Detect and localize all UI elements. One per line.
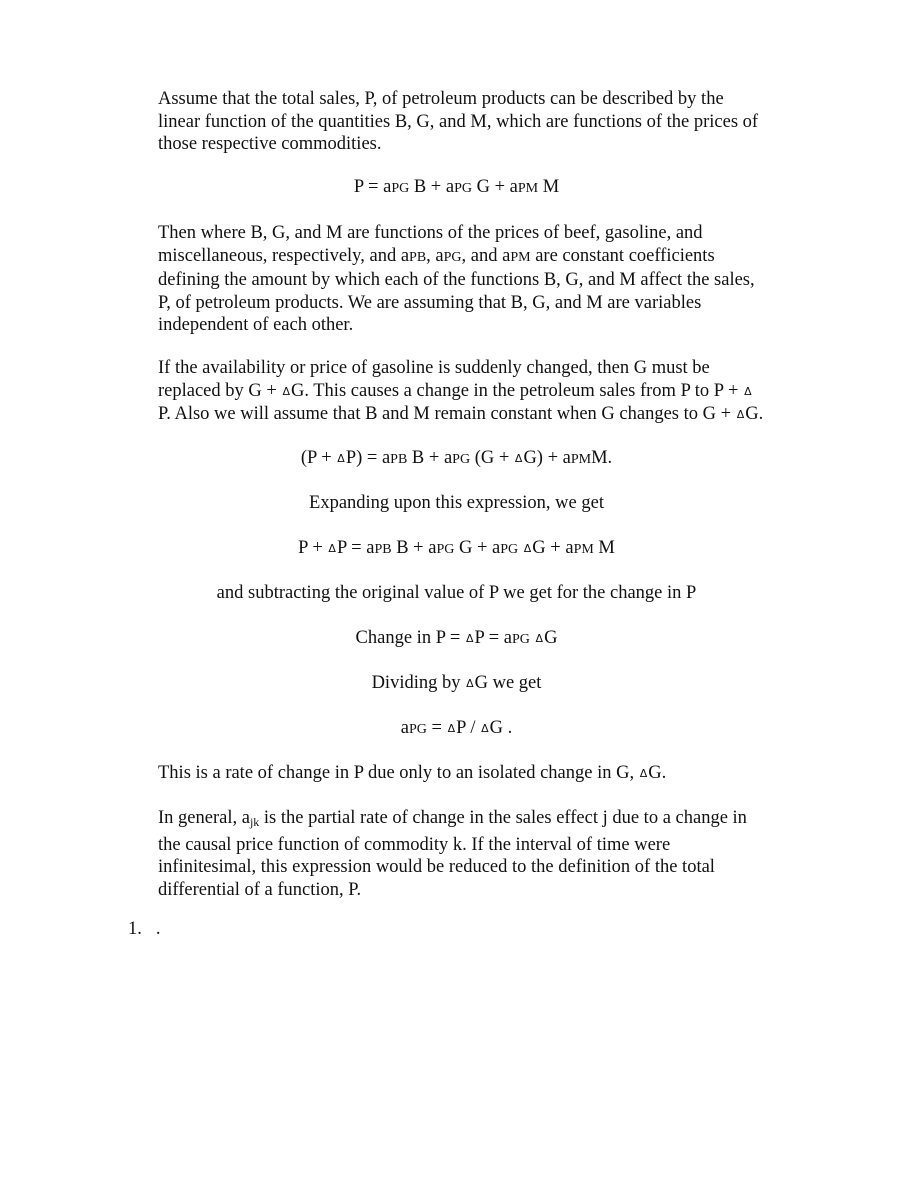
text-line: In general, ajk is the partial rate of change in the sales effect j due to a change in (158, 808, 747, 829)
text-line: miscellaneous, respectively, and aPB, aPG, and aPM are constant coefficients (158, 245, 715, 266)
list-number: 1. (128, 919, 142, 939)
list-item (128, 918, 161, 941)
delta-symbol: Δ (481, 722, 489, 735)
delta-symbol: Δ (514, 452, 523, 465)
delta-symbol: Δ (523, 542, 532, 555)
equation-total-sales: P = aPG B + aPG G + aPM M (353, 177, 560, 197)
text-line: differential of a function, P. (158, 879, 362, 900)
delta-symbol: Δ (282, 384, 290, 398)
equation-change-in-p: Change in P = ΔP = aPG ΔG (355, 628, 558, 648)
list-content: . (155, 919, 161, 939)
text-line: P, of petroleum products. We are assuming that B, G, and M are variables (158, 292, 702, 313)
text-line: the causal price function of commodity k. If the interval of time were (158, 834, 671, 855)
text-line: This is a rate of change in P due only to an isolated change in G, ΔG. (158, 763, 667, 783)
text-line: defining the amount by which each of the functions B, G, and M affect the sales, (158, 270, 755, 290)
paragraph-gasoline-change (158, 357, 808, 427)
delta-symbol: Δ (337, 452, 345, 465)
text-subtracting: and subtracting the original value of P we get for the change in P (216, 583, 697, 603)
text-line: infinitesimal, this expression would be reduced to the definition of the total (158, 857, 715, 877)
text-line: those respective commodities. (158, 134, 382, 154)
text-dividing: Dividing by ΔG we get (371, 673, 542, 693)
delta-symbol: Δ (328, 542, 336, 555)
text-line: Assume that the total sales, P, of petroleum products can be described by the (158, 89, 724, 109)
delta-symbol: Δ (447, 722, 456, 735)
paragraph-general (158, 807, 808, 901)
text-line: linear function of the quantities B, G, and M, which are functions of the prices of (158, 111, 759, 132)
delta-symbol: Δ (744, 384, 752, 398)
equation-expanded: P + ΔP = aPB B + aPG G + aPG ΔG + aPM M (298, 538, 615, 558)
text-line: P. Also we will assume that B and M remain constant when G changes to G + ΔG. (158, 404, 764, 424)
paragraph-rate-of-change (158, 762, 808, 786)
text-line: If the availability or price of gasoline is suddenly changed, then G must be (158, 358, 710, 378)
delta-symbol: Δ (639, 767, 648, 780)
text-line: Then where B, G, and M are functions of the prices of beef, gasoline, and (158, 223, 703, 243)
text-line: replaced by G + ΔG. This causes a change in the petroleum sales from P to P + Δ (158, 380, 752, 401)
paragraph-coefficients (158, 222, 808, 337)
paragraph-assumption (158, 88, 808, 156)
delta-symbol: Δ (535, 632, 544, 645)
text-line: independent of each other. (158, 315, 354, 335)
delta-symbol: Δ (465, 632, 474, 645)
equation-changed-sales: (P + ΔP) = aPB B + aPG (G + ΔG) + aPMM. (300, 448, 613, 468)
text-expanding: Expanding upon this expression, we get (309, 493, 604, 513)
delta-symbol: Δ (466, 677, 474, 690)
equation-rate-of-change: aPG = ΔP / ΔG . (400, 718, 513, 738)
delta-symbol: Δ (736, 408, 745, 421)
